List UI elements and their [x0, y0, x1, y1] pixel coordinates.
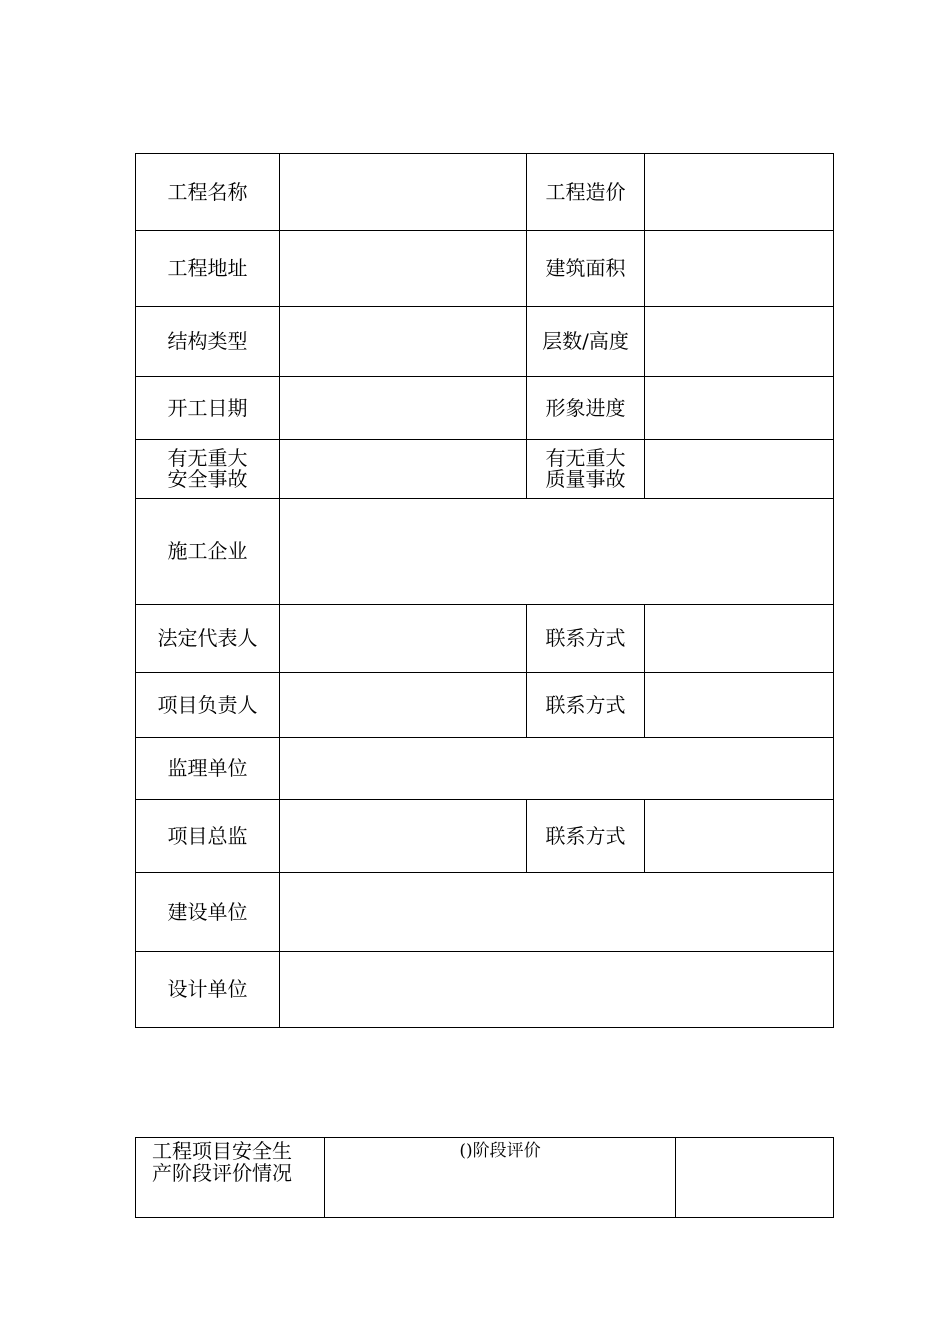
project-manager-contact-field[interactable]: [645, 673, 834, 738]
progress-label: 形象进度: [527, 377, 645, 440]
evaluation-result-field[interactable]: [676, 1138, 834, 1218]
supervision-unit-field[interactable]: [280, 738, 834, 800]
evaluation-label-line1: 工程项目安全生: [152, 1139, 292, 1163]
safety-accident-label-line1: 有无重大: [167, 446, 248, 470]
row-chief-supervisor: [136, 800, 834, 873]
safety-accident-field[interactable]: [280, 440, 527, 499]
evaluation-label: [136, 1138, 325, 1218]
row-project-manager: [136, 673, 834, 738]
project-info-table: [135, 153, 834, 1028]
design-unit-field[interactable]: [280, 952, 834, 1028]
structure-type-label: 结构类型: [136, 307, 280, 377]
row-accidents: [136, 440, 834, 499]
owner-unit-field[interactable]: [280, 873, 834, 952]
project-cost-field[interactable]: [645, 154, 834, 231]
row-legal-rep: [136, 605, 834, 673]
project-name-label: 工程名称: [136, 154, 280, 231]
evaluation-table: [135, 1137, 834, 1218]
quality-accident-field[interactable]: [645, 440, 834, 499]
legal-rep-field[interactable]: [280, 605, 527, 673]
project-manager-field[interactable]: [280, 673, 527, 738]
floors-height-field[interactable]: [645, 307, 834, 377]
start-date-field[interactable]: [280, 377, 527, 440]
safety-accident-label: [136, 440, 280, 499]
evaluation-stage[interactable]: ()阶段评价: [325, 1138, 676, 1218]
legal-rep-label: 法定代表人: [136, 605, 280, 673]
row-supervision-unit: [136, 738, 834, 800]
project-cost-label: 工程造价: [527, 154, 645, 231]
chief-supervisor-field[interactable]: [280, 800, 527, 873]
legal-rep-contact-label: 联系方式: [527, 605, 645, 673]
row-construction-company: [136, 499, 834, 605]
row-owner-unit: [136, 873, 834, 952]
structure-type-field[interactable]: [280, 307, 527, 377]
row-evaluation: [136, 1138, 834, 1218]
building-area-field[interactable]: [645, 231, 834, 307]
quality-accident-label-line2: 质量事故: [545, 467, 626, 491]
safety-accident-label-line2: 安全事故: [167, 467, 248, 491]
row-project-address: [136, 231, 834, 307]
row-project-name: [136, 154, 834, 231]
row-start-date: [136, 377, 834, 440]
row-design-unit: [136, 952, 834, 1028]
design-unit-label: 设计单位: [136, 952, 280, 1028]
start-date-label: 开工日期: [136, 377, 280, 440]
project-name-field[interactable]: [280, 154, 527, 231]
chief-supervisor-contact-label: 联系方式: [527, 800, 645, 873]
building-area-label: 建筑面积: [527, 231, 645, 307]
chief-supervisor-label: 项目总监: [136, 800, 280, 873]
quality-accident-label: [527, 440, 645, 499]
quality-accident-label-line1: 有无重大: [545, 446, 626, 470]
evaluation-label-line2: 产阶段评价情况: [152, 1161, 292, 1185]
progress-field[interactable]: [645, 377, 834, 440]
floors-height-label: 层数/高度: [527, 307, 645, 377]
chief-supervisor-contact-field[interactable]: [645, 800, 834, 873]
project-address-field[interactable]: [280, 231, 527, 307]
construction-company-field[interactable]: [280, 499, 834, 605]
owner-unit-label: 建设单位: [136, 873, 280, 952]
row-structure-type: [136, 307, 834, 377]
legal-rep-contact-field[interactable]: [645, 605, 834, 673]
supervision-unit-label: 监理单位: [136, 738, 280, 800]
construction-company-label: 施工企业: [136, 499, 280, 605]
project-manager-contact-label: 联系方式: [527, 673, 645, 738]
project-manager-label: 项目负责人: [136, 673, 280, 738]
project-address-label: 工程地址: [136, 231, 280, 307]
